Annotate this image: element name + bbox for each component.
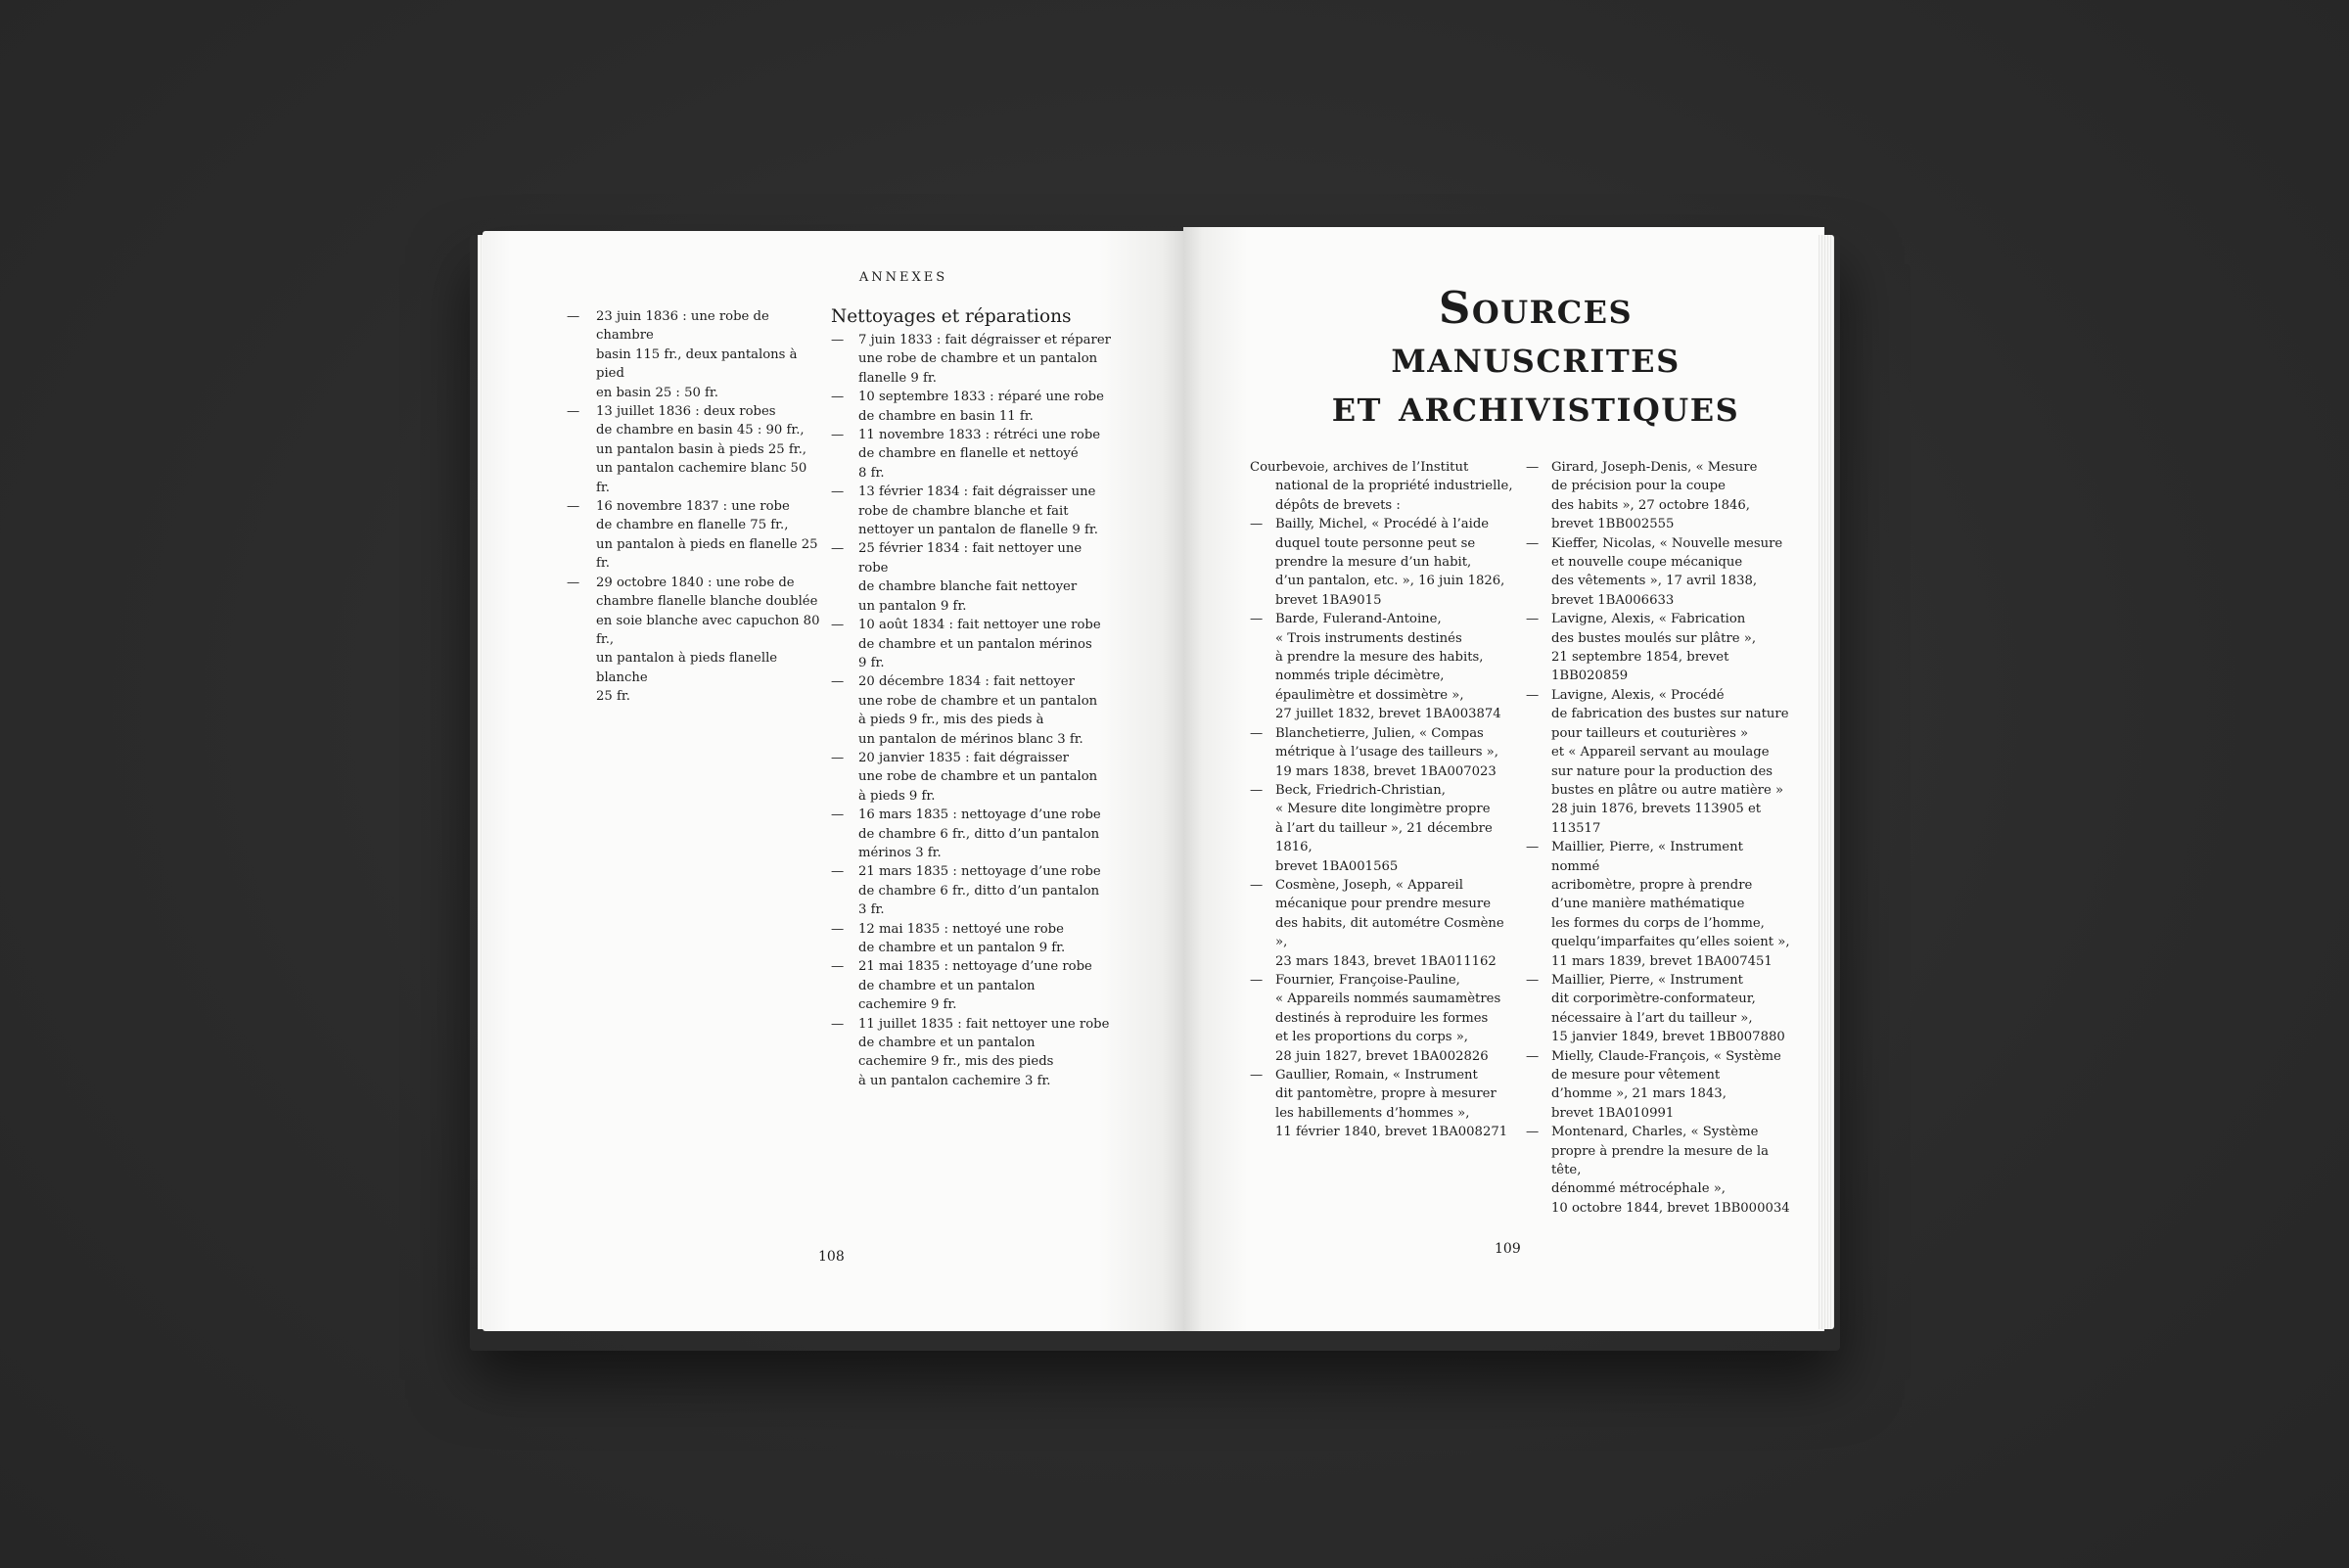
running-head: ANNEXES — [858, 270, 948, 285]
list-item — [1526, 686, 1790, 838]
text-line: « Mesure dite longimètre propre — [1275, 802, 1491, 817]
list-item — [831, 388, 1115, 426]
section-heading: Nettoyages et réparations — [831, 306, 1072, 327]
text-line: basin 115 fr., deux pantalons à pied — [596, 346, 798, 382]
text-line: chambre flanelle blanche doublée — [596, 594, 818, 610]
text-line: et « Appareil servant au moulage — [1551, 745, 1770, 761]
title-line: manuscrites — [1391, 331, 1681, 383]
text-line: Maillier, Pierre, « Instrument nommé — [1551, 840, 1743, 874]
page-number-left: 108 — [818, 1249, 845, 1265]
text-line: à pieds 9 fr., mis des pieds à — [858, 713, 1044, 728]
list-dash: — — [831, 484, 845, 500]
text-line: Lavigne, Alexis, « Procédé — [1551, 687, 1725, 703]
text-line: 19 mars 1838, brevet 1BA007023 — [1275, 763, 1497, 779]
list-dash: — — [1526, 460, 1540, 475]
text-line: 20 janvier 1835 : fait dégraisser — [858, 750, 1069, 765]
text-line: 12 mai 1835 : nettoyé une robe — [858, 921, 1064, 937]
text-line: un pantalon cachemire blanc 50 fr. — [596, 461, 807, 495]
text-line: « Trois instruments destinés — [1275, 630, 1462, 646]
text-line: 27 juillet 1832, brevet 1BA003874 — [1275, 707, 1501, 722]
text-line: Barde, Fulerand-Antoine, — [1275, 612, 1442, 627]
text-line: mécanique pour prendre mesure — [1275, 897, 1492, 912]
intro-line: national de la propriété industrielle, — [1275, 479, 1513, 494]
list-item — [831, 672, 1115, 749]
list-item — [831, 920, 1115, 958]
text-line: 11 février 1840, brevet 1BA008271 — [1275, 1125, 1508, 1140]
text-line: brevet 1BA9015 — [1275, 592, 1382, 608]
list-dash: — — [567, 575, 580, 590]
text-line: un pantalon de mérinos blanc 3 fr. — [858, 731, 1083, 747]
list-item — [1526, 838, 1790, 971]
list-item — [831, 862, 1115, 919]
list-dash: — — [1526, 1048, 1540, 1064]
text-line: de chambre 6 fr., ditto d’un pantalon — [858, 883, 1100, 899]
page-number-right: 109 — [1495, 1241, 1521, 1257]
list-dash: — — [567, 309, 580, 324]
text-line: robe de chambre blanche et fait — [858, 503, 1069, 519]
text-line: à l’art du tailleur », 21 décembre 1816, — [1275, 820, 1493, 855]
text-line: Montenard, Charles, « Système — [1551, 1125, 1759, 1140]
list-dash: — — [1526, 535, 1540, 551]
list-dash: — — [831, 428, 845, 443]
list-item — [1526, 534, 1790, 611]
text-line: 21 mai 1835 : nettoyage d’une robe — [858, 959, 1092, 975]
list-dash: — — [831, 959, 845, 975]
text-line: duquel toute personne peut se — [1275, 535, 1476, 551]
text-line: de chambre blanche fait nettoyer — [858, 579, 1078, 595]
intro-line: Courbevoie, archives de l’Institut — [1250, 460, 1469, 475]
text-line: de chambre en basin 45 : 90 fr., — [596, 423, 805, 438]
text-line: métrique à l’usage des tailleurs », — [1275, 745, 1498, 761]
right-page — [1183, 227, 1824, 1331]
list-item — [567, 402, 821, 497]
text-line: Blanchetierre, Julien, « Compas — [1275, 725, 1484, 741]
text-line: à pieds 9 fr. — [858, 788, 936, 804]
text-line: de chambre et un pantalon — [858, 978, 1036, 993]
text-line: épaulimètre et dossimètre », — [1275, 687, 1464, 703]
text-line: sur nature pour la production des — [1551, 763, 1773, 779]
list-dash: — — [831, 921, 845, 937]
title-line: et archivistiques — [1331, 380, 1740, 432]
text-line: 29 octobre 1840 : une robe de — [596, 575, 795, 590]
list-dash: — — [567, 499, 580, 515]
list-dash: — — [1250, 972, 1264, 988]
text-line: 9 fr. — [858, 655, 885, 670]
list-item — [1250, 515, 1514, 610]
text-line: 16 novembre 1837 : une robe — [596, 499, 790, 515]
list-dash: — — [1250, 612, 1264, 627]
intro-line: dépôts de brevets : — [1275, 497, 1401, 513]
text-line: 10 septembre 1833 : réparé une robe — [858, 390, 1104, 405]
text-line: les habillements d’hommes », — [1275, 1105, 1470, 1121]
text-line: 28 juin 1827, brevet 1BA002826 — [1275, 1048, 1489, 1064]
list-item — [1250, 971, 1514, 1066]
list-dash: — — [831, 864, 845, 880]
list-item — [1526, 458, 1790, 534]
text-line: dit corporimètre-conformateur, — [1551, 992, 1756, 1007]
left-column-b — [831, 305, 1115, 1090]
text-line: flanelle 9 fr. — [858, 370, 937, 386]
list-item — [567, 307, 821, 402]
text-line: 11 juillet 1835 : fait nettoyer une robe — [858, 1016, 1110, 1032]
sources-intro — [1250, 458, 1514, 515]
list-item — [567, 497, 821, 574]
text-line: et nouvelle coupe mécanique — [1551, 555, 1743, 571]
text-line: propre à prendre la mesure de la tête, — [1551, 1143, 1769, 1178]
text-line: 13 février 1834 : fait dégraisser une — [858, 484, 1096, 500]
right-column-c — [1250, 458, 1514, 1142]
list-dash: — — [1526, 972, 1540, 988]
text-line: brevet 1BB002555 — [1551, 517, 1675, 532]
text-line: dénommé métrocéphale », — [1551, 1181, 1726, 1197]
text-line: cachemire 9 fr. — [858, 997, 957, 1013]
list-item — [1250, 1066, 1514, 1142]
text-line: bustes en plâtre ou autre matière » — [1551, 782, 1784, 798]
text-line: en basin 25 : 50 fr. — [596, 385, 718, 400]
text-line: Gaullier, Romain, « Instrument — [1275, 1068, 1478, 1083]
text-line: Beck, Friedrich-Christian, — [1275, 782, 1446, 798]
title-line: Sources — [1438, 282, 1634, 334]
text-line: à prendre la mesure des habits, — [1275, 650, 1484, 666]
text-line: nommés triple décimètre, — [1275, 669, 1445, 684]
text-line: nécessaire à l’art du tailleur », — [1551, 1010, 1753, 1026]
text-line: dit pantomètre, propre à mesurer — [1275, 1086, 1497, 1102]
text-line: de chambre et un pantalon mérinos — [858, 636, 1092, 652]
text-line: de précision pour la coupe — [1551, 479, 1726, 494]
text-line: de chambre en flanelle 75 fr., — [596, 518, 789, 533]
text-line: des habits », 27 octobre 1846, — [1551, 497, 1750, 513]
text-line: 23 juin 1836 : une robe de chambre — [596, 309, 769, 344]
text-line: des habits, dit autométre Cosmène », — [1275, 915, 1504, 950]
text-line: en soie blanche avec capuchon 80 fr., — [596, 613, 820, 647]
text-line: de chambre en flanelle et nettoyé — [858, 446, 1079, 462]
text-line: Bailly, Michel, « Procédé à l’aide — [1275, 517, 1490, 532]
text-line: Girard, Joseph-Denis, « Mesure — [1551, 460, 1758, 475]
text-line: un pantalon à pieds en flanelle 25 fr. — [596, 536, 818, 572]
text-line: Fournier, Françoise-Pauline, — [1275, 972, 1460, 988]
text-line: de chambre et un pantalon — [858, 1036, 1036, 1051]
list-item — [831, 331, 1115, 388]
text-line: 8 fr. — [858, 465, 885, 481]
text-line: 3 fr. — [858, 902, 885, 918]
text-line: 13 juillet 1836 : deux robes — [596, 404, 776, 420]
list-item — [831, 483, 1115, 539]
text-line: un pantalon basin à pieds 25 fr., — [596, 441, 806, 457]
text-line: quelqu’imparfaites qu’elles soient », — [1551, 935, 1790, 950]
list-dash: — — [1526, 687, 1540, 703]
list-item — [1250, 724, 1514, 781]
text-line: 11 mars 1839, brevet 1BA007451 — [1551, 953, 1773, 969]
text-line: une robe de chambre et un pantalon — [858, 351, 1098, 367]
list-dash: — — [1250, 725, 1264, 741]
text-line: de chambre 6 fr., ditto d’un pantalon — [858, 826, 1100, 842]
list-item — [1526, 1123, 1790, 1218]
list-item — [1250, 781, 1514, 876]
list-dash: — — [831, 618, 845, 633]
text-line: acribomètre, propre à prendre — [1551, 877, 1753, 893]
text-line: Kieffer, Nicolas, « Nouvelle mesure — [1551, 535, 1783, 551]
text-line: Lavigne, Alexis, « Fabrication — [1551, 612, 1746, 627]
list-item — [1526, 971, 1790, 1047]
text-line: 7 juin 1833 : fait dégraisser et réparer — [858, 333, 1111, 347]
text-line: 28 juin 1876, brevets 113905 et 113517 — [1551, 802, 1762, 836]
text-line: les formes du corps de l’homme, — [1551, 915, 1765, 931]
text-line: 25 février 1834 : fait nettoyer une robe — [858, 541, 1082, 576]
text-line: 21 septembre 1854, brevet 1BB020859 — [1551, 650, 1729, 684]
text-line: d’homme », 21 mars 1843, — [1551, 1086, 1727, 1102]
list-item — [567, 574, 821, 707]
text-line: brevet 1BA010991 — [1551, 1105, 1675, 1121]
text-line: une robe de chambre et un pantalon — [858, 693, 1098, 709]
list-item — [831, 957, 1115, 1014]
text-line: de fabrication des bustes sur nature — [1551, 707, 1789, 722]
text-line: un pantalon à pieds flanelle blanche — [596, 651, 778, 685]
list-dash: — — [1250, 1068, 1264, 1083]
text-line: « Appareils nommés saumamètres — [1275, 992, 1501, 1007]
right-page-edges — [1819, 235, 1834, 1329]
list-item — [831, 806, 1115, 862]
list-dash: — — [1526, 612, 1540, 627]
text-line: 10 octobre 1844, brevet 1BB000034 — [1551, 1200, 1790, 1216]
text-line: 25 fr. — [596, 689, 630, 705]
text-line: destinés à reproduire les formes — [1275, 1010, 1489, 1026]
list-dash: — — [1250, 517, 1264, 532]
text-line: brevet 1BA001565 — [1275, 858, 1399, 874]
left-page — [483, 231, 1183, 1331]
text-line: prendre la mesure d’un habit, — [1275, 555, 1472, 571]
text-line: Cosmène, Joseph, « Appareil — [1275, 877, 1463, 893]
list-dash: — — [831, 541, 845, 557]
list-dash: — — [831, 1016, 845, 1032]
text-line: 21 mars 1835 : nettoyage d’une robe — [858, 864, 1101, 880]
text-line: pour tailleurs et couturières » — [1551, 725, 1749, 741]
list-dash: — — [567, 404, 580, 420]
text-line: mérinos 3 fr. — [858, 845, 942, 860]
list-dash: — — [1250, 877, 1264, 893]
text-line: d’un pantalon, etc. », 16 juin 1826, — [1275, 574, 1505, 589]
text-line: et les proportions du corps », — [1275, 1030, 1468, 1045]
text-line: 11 novembre 1833 : rétréci une robe — [858, 428, 1101, 443]
list-item — [831, 616, 1115, 672]
text-line: des bustes moulés sur plâtre », — [1551, 630, 1757, 646]
list-dash: — — [831, 807, 845, 823]
text-line: Maillier, Pierre, « Instrument — [1551, 972, 1743, 988]
text-line: un pantalon 9 fr. — [858, 598, 967, 614]
list-dash: — — [831, 674, 845, 690]
list-dash: — — [1526, 1125, 1540, 1140]
text-line: de chambre en basin 11 fr. — [858, 408, 1034, 424]
text-line: 10 août 1834 : fait nettoyer une robe — [858, 618, 1101, 633]
text-line: nettoyer un pantalon de flanelle 9 fr. — [858, 523, 1098, 538]
text-line: 16 mars 1835 : nettoyage d’une robe — [858, 807, 1101, 823]
text-line: brevet 1BA006633 — [1551, 592, 1675, 608]
page-title — [1242, 284, 1824, 431]
list-item — [1250, 610, 1514, 723]
list-dash: — — [1250, 782, 1264, 798]
right-column-d — [1526, 458, 1790, 1218]
text-line: cachemire 9 fr., mis des pieds — [858, 1054, 1054, 1070]
list-item — [1526, 610, 1790, 686]
list-dash: — — [831, 750, 845, 765]
text-line: 23 mars 1843, brevet 1BA011162 — [1275, 953, 1497, 969]
list-item — [1250, 876, 1514, 971]
left-column-a — [567, 307, 821, 707]
text-line: des vêtements », 17 avril 1838, — [1551, 574, 1758, 589]
text-line: 20 décembre 1834 : fait nettoyer — [858, 674, 1075, 690]
list-item — [831, 1015, 1115, 1091]
text-line: Mielly, Claude-François, « Système — [1551, 1048, 1781, 1064]
list-item — [1526, 1047, 1790, 1124]
list-dash: — — [1526, 840, 1540, 855]
text-line: à un pantalon cachemire 3 fr. — [858, 1073, 1051, 1088]
text-line: une robe de chambre et un pantalon — [858, 769, 1098, 785]
text-line: d’une manière mathématique — [1551, 897, 1745, 912]
text-line: 15 janvier 1849, brevet 1BB007880 — [1551, 1030, 1785, 1045]
text-line: de chambre et un pantalon 9 fr. — [858, 941, 1066, 955]
text-line: de mesure pour vêtement — [1551, 1068, 1721, 1083]
list-item — [831, 539, 1115, 616]
list-dash: — — [831, 333, 845, 347]
list-item — [831, 749, 1115, 806]
list-item — [831, 426, 1115, 483]
list-dash: — — [831, 390, 845, 405]
